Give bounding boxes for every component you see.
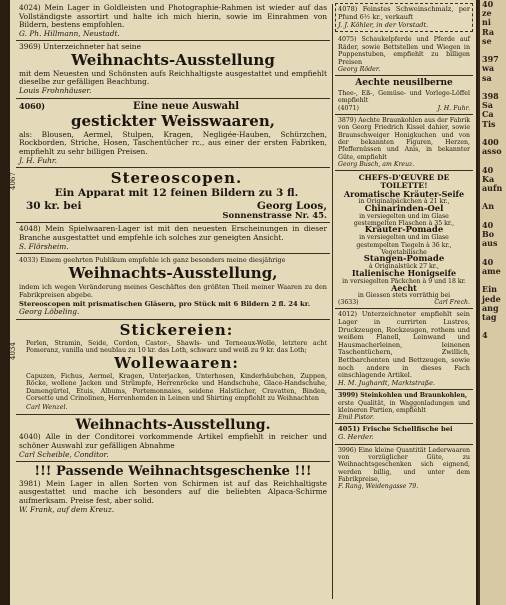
ad-line: Stereoscopen mit prismatischen Gläsern, pro Stück mit 6 Bildern 2 fl. 24 kr. — [19, 299, 311, 308]
ad-intro: 4033) Einem geehrten Publikum empfehle ich ganz besonders meine diesjährige — [19, 256, 286, 265]
adjacent-page-fragment: 40 — [482, 256, 494, 267]
ad-signature: J. H. Fuhr. — [19, 155, 57, 165]
adjacent-page-fragment: ze — [482, 8, 492, 19]
ad-headline: 4051) Frische Schellfische bei — [338, 425, 453, 434]
adjacent-page-fragment: ang — [482, 302, 499, 313]
ad-signature: Louis Frohnhäuser. — [19, 85, 92, 95]
ad-line: Georg Loos, — [256, 199, 327, 212]
ad-headline: Wollewaaren: — [114, 353, 239, 372]
ad-intro: 3969) Unterzeichneter hat seine — [19, 42, 141, 52]
ad-4012 — [335, 309, 473, 390]
ad-headline: Weihnachts-Ausstellung, — [68, 263, 278, 282]
adjacent-page-edge — [478, 0, 506, 605]
ad-4060 — [16, 99, 330, 169]
ad-text: 4075) Schaukelpferde und Pferde auf Räder, sowie Bettstellen und Wiegen in Puppenstuben, empfiehlt zu billigen Preisen — [338, 36, 470, 66]
ad-text: mit dem Neuesten und Schönsten aufs Reichhaltigste ausgestattet und empfiehlt dieselbe zur gefälligen Beachtung. — [19, 68, 327, 87]
ad-4051 — [335, 424, 473, 444]
adjacent-page-fragment: 40 — [482, 164, 494, 175]
ad-text: Perlen, Stramin, Seide, Cordon, Castor-, Shawls- und Terneaux-Wolle, letztere acht Pomeranz, vanilla und neublau zu 10 kr. das Loth, schwarz und weiß zu 9 kr. das Loth; — [26, 338, 327, 355]
ad-text: Capuzen, Fichus, Aermel, Kragen, Unterjacken, Unterhosen, Kinderhäubchen, Zuppen, Röcke, wollene Jacken und Strümpfe, Herrenröcke und Handschuhe, Glace-Handschuhe, Damengürtel, Etuis, Albums, Portemonnaies, seidene Halstücher, Cravatten, Binden, Corsette und Crinolinen, Herrenhemden in Leinen und Shirting empfiehlt zu Weihnachten — [26, 371, 327, 403]
ad-text: indem ich wegen Veränderung meines Geschäftes den größten Theil meiner Waaren zu den Fabrikpreisen abgebe. — [19, 282, 327, 300]
adjacent-page-fragment: 400 — [482, 137, 499, 148]
product-text: in versiegelten Päckchen à 9 und 18 kr. — [342, 277, 466, 285]
ad-text: 4024) Mein Lager in Goldleisten und Photographie-Rahmen ist wieder auf das Vollständigste assortirt und halte ich mich hierin, sowie im Einrahmen von Bildern, bestens empfohlen. — [19, 3, 327, 30]
ad-4071 — [335, 76, 473, 115]
product-text: in versiegelten und im Glase gestempelten Tiegeln à 36 kr., — [356, 234, 452, 249]
ad-headline: !!! Passende Weihnachtsgeschenke !!! — [34, 464, 312, 480]
ad-signature: Georg Busch, am Kreuz. — [338, 160, 415, 168]
ad-number: 4060) — [19, 100, 46, 111]
product-text: Vegetabilische — [381, 248, 427, 256]
ad-4040 — [16, 415, 330, 462]
product-title: Italienische Honigseife — [351, 268, 457, 279]
ad-headline: Weihnachts-Ausstellung — [71, 50, 275, 69]
ad-text: 3981) Mein Lager in allen Sorten von Schirmen ist auf das Reichhaltigste ausgestattet und mache ich besonders auf die beliebten Alpaca-Schirme aufmerksam. Preise fest, aber solid. — [19, 478, 327, 505]
adjacent-page-fragment: 4 — [482, 330, 488, 341]
ad-headline: Stickereien: — [119, 320, 234, 339]
adjacent-page-fragment: An — [482, 201, 495, 212]
adjacent-page-fragment: Bo — [482, 229, 495, 240]
adjacent-page-fragment: se — [482, 35, 492, 46]
ad-text: 4040) Alle in der Conditorei vorkommende Artikel empfiehlt in reicher und schöner Auswahl zur gefälligen Abnahme — [19, 432, 327, 450]
adjacent-page-fragment: ni — [482, 17, 491, 28]
product-text: in Originalpäckchen à 21 kr., — [358, 198, 450, 206]
adjacent-page-fragment: jede — [482, 293, 501, 304]
ad-side-number: 4034 — [9, 342, 17, 360]
product-title: Aromatische Kräuter-Seife — [343, 189, 465, 200]
adjacent-page-fragment: 397 — [482, 54, 499, 65]
adjacent-page-fragment: sa — [482, 72, 492, 83]
ad-signature: Georg Röder. — [338, 66, 381, 74]
ad-signature: J. J. Köhler, in der Vorstadt. — [338, 20, 429, 29]
ad-text: Thee-, Eß-, Gemüse- und Vorlege-Löffel empfiehlt — [338, 89, 470, 105]
ad-3981 — [16, 462, 330, 516]
ad-signature: H. M. Jughardt, Marktstraße. — [338, 378, 435, 387]
adjacent-page-fragment: Ein — [482, 284, 497, 295]
ad-line: Sonnenstrasse Nr. 45. — [222, 210, 327, 221]
left-column — [9, 2, 330, 603]
ad-headline: CHEFS-D'ŒUVRE DE TOILETTE! — [358, 173, 450, 191]
ad-side-number: 4067 — [9, 172, 17, 191]
adjacent-page-fragment: 40 — [482, 0, 494, 9]
adjacent-page-fragment: 40 — [482, 219, 494, 230]
ad-text: 4078) Feinstes Schweinschmalz, per Pfund 6½ kr., verkauft — [338, 5, 470, 21]
ad-text: erste Qualität, in Waggonladungen und kleineren Partien, empfiehlt — [338, 399, 470, 414]
ad-number: (4071) — [338, 104, 359, 112]
product-title: Stangen-Pomade — [363, 253, 445, 264]
ad-4078 — [335, 3, 473, 32]
ad-line: Ein Apparat mit 12 feinen Bildern zu 3 fl. — [54, 186, 299, 199]
ad-4075 — [335, 34, 473, 76]
ad-headline: Aechte neusilberne — [355, 78, 453, 89]
ad-signature: Georg Löbeling. — [19, 307, 80, 317]
ad-number: (3633) — [338, 299, 359, 307]
ad-headline: Weihnachts-Ausstellung. — [75, 416, 271, 433]
ad-signature: Emil Pistor. — [338, 414, 375, 422]
column-rule — [332, 4, 333, 599]
product-title: Kräuter-Pomade — [364, 225, 444, 236]
ad-signature: F. Rang, Weidengasse 79. — [338, 483, 419, 491]
product-title: Chinarinden-Oel — [364, 203, 444, 214]
ad-headline-small: Eine neue Auswahl — [132, 100, 240, 112]
adjacent-page-fragment: asso — [482, 146, 502, 157]
ad-4034 — [9, 320, 330, 415]
ad-headline: gestickter Weisswaaren, — [71, 112, 275, 130]
adjacent-page-fragment: aus — [482, 238, 498, 249]
ad-text: als: Blousen, Aermel, Stulpen, Kragen, Negligée-Hauben, Schürzchen, Rockborden, Striche, Hosen, Taschentücher rc., aus einer der ersten Fabriken, empfiehlt zu sehr billigen Preisen. — [19, 129, 327, 156]
ad-3996 — [335, 445, 473, 493]
ad-3969 — [16, 41, 330, 98]
ad-text: 3879) Aechte Braunkohlen aus der Fabrik von Georg Friedrich Kissel dahier, sowie Braunschweiger Honigkuchen und von der bekannten Figuren, Herzen, Pfeffernüssen und Anis, in bekannter Güte, empfiehlt — [338, 117, 470, 161]
adjacent-page-fragment: wa — [482, 63, 495, 74]
ad-text: 4012) Unterzeichneter empfiehlt sein Lager in currirten Lustres, Druckzeugen, Rockzeugen, rothem und weißem Flanell, Leinwand und Hausmacherleinen, leinenen Taschentüchern, Zwillich, Bettbarchenten und Bettzeugen, sowie noch andere in dieses Fach einschlagende Artikel. — [338, 310, 470, 380]
product-title: Aecht — [391, 282, 417, 293]
ad-signature: S. Flörsheim. — [19, 241, 69, 251]
adjacent-page-fragment: ame — [482, 265, 501, 276]
adjacent-page-fragment: 398 — [482, 91, 499, 102]
ad-signature: G. Herder. — [338, 433, 374, 442]
ad-4024 — [16, 2, 330, 41]
ad-signature: J. H. Fuhr. — [437, 104, 470, 112]
product-text: in Giessen stets vorräthig bei — [357, 291, 451, 299]
product-text: à Originalstück 27 kr., — [369, 263, 439, 271]
adjacent-page-fragment: tag — [482, 311, 497, 322]
adjacent-page-fragment: Ka — [482, 173, 495, 184]
ad-signature: Carl Wenzel. — [26, 403, 68, 412]
adjacent-page-fragment: Sa — [482, 100, 493, 111]
ad-chefs-doeuvre — [335, 171, 473, 309]
ad-4048 — [16, 223, 330, 254]
ad-signature: W. Frank, auf dem Kreuz. — [19, 504, 115, 514]
newspaper-page — [10, 0, 476, 605]
ad-3999 — [335, 390, 473, 424]
ad-3879 — [335, 115, 473, 171]
ad-line: 30 kr. bei — [26, 199, 82, 212]
ad-headline: Stereoscopen. — [110, 169, 243, 188]
ad-signature: Carl Scheible, Conditor. — [19, 449, 109, 459]
middle-column — [335, 2, 473, 603]
ad-signature: G. Ph. Hillmann, Neustadt. — [19, 28, 120, 38]
ad-signature: Carl Frech. — [434, 299, 470, 307]
adjacent-page-fragment: Ca — [482, 109, 494, 120]
ad-text: 4048) Mein Spielwaaren-Lager ist mit den neuesten Erscheinungen in dieser Branche ausgestattet und empfehle ich solches zur geneigten Ansicht. — [19, 224, 327, 243]
adjacent-page-fragment: aufn — [482, 183, 503, 194]
adjacent-page-fragment: Ra — [482, 26, 495, 37]
ad-text: 3996) Eine kleine Quantität Lederwaaren von vorzüglicher Güte, zu Weihnachtsgeschenken sich eignend, werden billig, und unter dem Fabrikpreise, — [338, 446, 470, 483]
ad-4067 — [9, 168, 330, 223]
product-text: in versiegelten und im Glase gestempelten Flaschen à 35 kr., — [353, 212, 455, 227]
ad-4033 — [16, 254, 330, 320]
adjacent-page-fragment: Tis — [482, 118, 496, 129]
ad-headline: 3999) Steinkohlen und Braunkohlen, — [338, 392, 468, 400]
